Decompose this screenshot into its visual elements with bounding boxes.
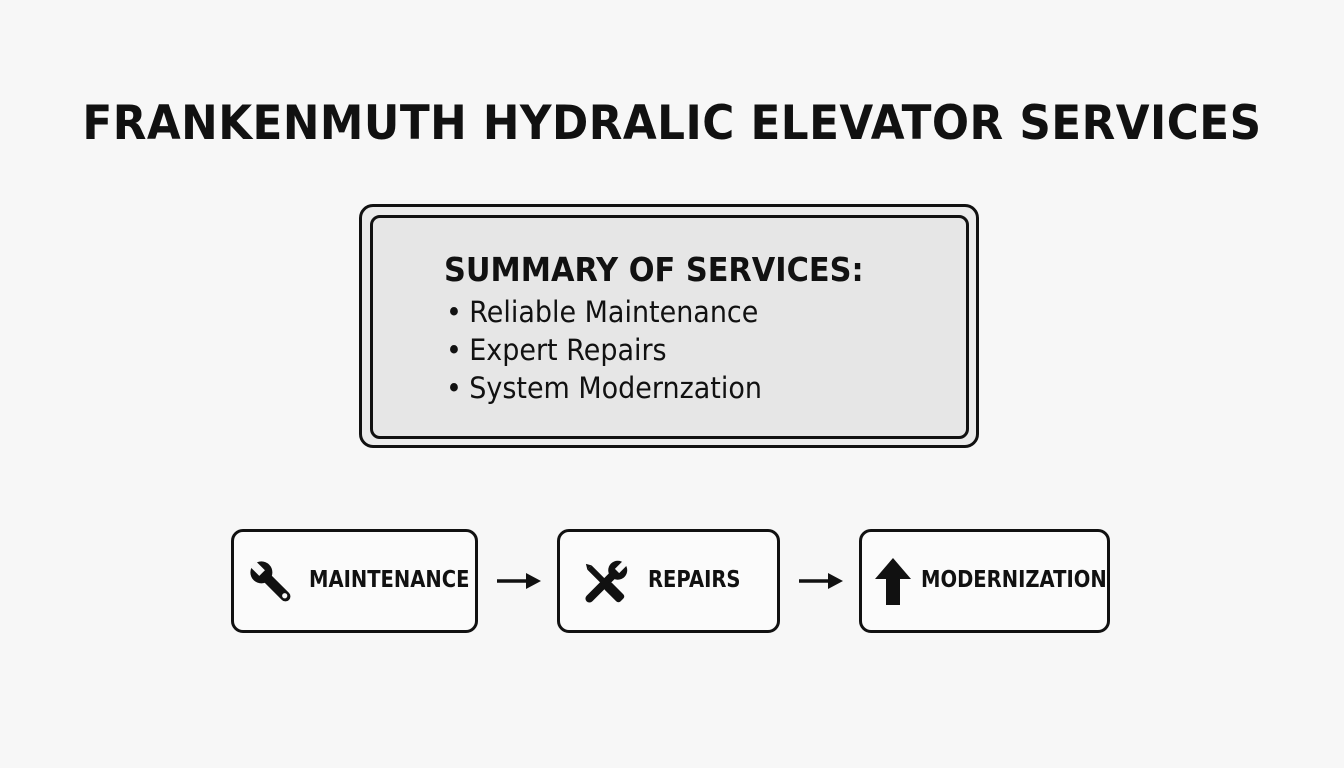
up-arrow-icon: [873, 557, 913, 607]
arrow-right-icon: [797, 570, 845, 592]
page-title: FRANKENMUTH HYDRALIC ELEVATOR SERVICES: [82, 96, 1262, 151]
summary-item-label: Reliable Maintenance: [469, 295, 759, 329]
summary-item-label: System Modernzation: [469, 371, 762, 405]
step-label-modernization: MODERNIZATION: [921, 567, 1107, 593]
crossed-tools-icon: [576, 555, 634, 611]
step-label-maintenance: MAINTENANCE: [309, 567, 470, 593]
summary-heading: SUMMARY OF SERVICES:: [444, 250, 864, 289]
step-label-repairs: REPAIRS: [648, 567, 741, 593]
summary-item-label: Expert Repairs: [469, 333, 667, 367]
wrench-icon: [244, 555, 300, 611]
bullet: •: [446, 295, 462, 329]
summary-item-modernization: [446, 369, 762, 407]
bullet: •: [446, 371, 462, 405]
bullet: •: [446, 333, 462, 367]
arrow-right-icon: [495, 570, 543, 592]
summary-item-repairs: [446, 331, 762, 369]
summary-item-maintenance: [446, 293, 762, 331]
summary-list: [446, 293, 786, 407]
